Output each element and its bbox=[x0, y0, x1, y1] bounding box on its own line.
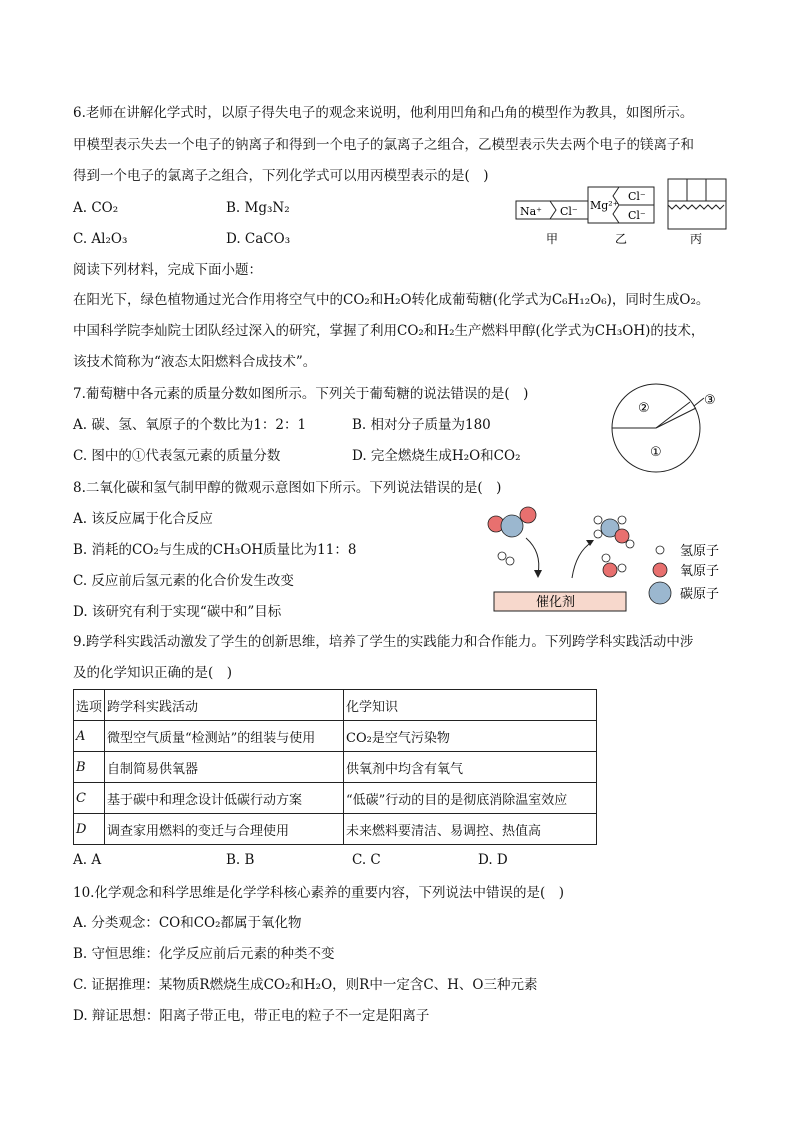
pie-divider-3 bbox=[656, 402, 690, 428]
pie-label-1: ① bbox=[650, 445, 662, 460]
h-atom bbox=[626, 540, 634, 548]
table-cell: 微型空气质量“检测站”的组装与使用 bbox=[105, 721, 344, 752]
o-atom bbox=[520, 507, 536, 523]
q6-option-c: C. Al₂O₃ bbox=[73, 231, 128, 247]
catalyst-label: 催化剂 bbox=[536, 595, 576, 610]
q6-option-a: A. CO₂ bbox=[73, 200, 119, 216]
h-atom bbox=[498, 552, 506, 560]
legend-h-swatch bbox=[656, 546, 664, 554]
cl-ion-label-2: Cl⁻ bbox=[628, 209, 646, 222]
table-row bbox=[74, 721, 597, 752]
h-atom bbox=[506, 557, 514, 565]
ion-model-figure bbox=[512, 177, 734, 249]
na-ion-label: Na⁺ bbox=[520, 205, 542, 218]
q9-option-c: C. C bbox=[352, 852, 381, 868]
q7-option-c: C. 图中的①代表氢元素的质量分数 bbox=[73, 448, 281, 464]
q9-stem-line1: 9.跨学科实践活动激发了学生的创新思维，培养了学生的实践能力和合作能力。下列跨学科实践活动中涉 bbox=[73, 634, 694, 650]
q7-option-b: B. 相对分子质量为180 bbox=[352, 417, 491, 433]
table-cell: CO₂是空气污染物 bbox=[344, 721, 597, 752]
reaction-micro-figure bbox=[486, 506, 734, 614]
q6-option-b: B. Mg₃N₂ bbox=[226, 200, 290, 216]
table-cell: 自制简易供氧器 bbox=[105, 752, 344, 783]
q9-table bbox=[73, 689, 597, 845]
table-cell: B bbox=[74, 752, 105, 783]
legend-c-swatch bbox=[649, 582, 671, 604]
table-cell: A bbox=[74, 721, 105, 752]
q7-option-a: A. 碳、氢、氧原子的个数比为1：2：1 bbox=[73, 417, 307, 433]
label-jia: 甲 bbox=[546, 232, 559, 246]
mg-ion-label: Mg²⁺ bbox=[590, 199, 619, 212]
material-paragraph-2: 中国科学院李灿院士团队经过深入的研究，掌握了利用CO₂和H₂生产燃料甲醇(化学式为CH₃OH)的技术， bbox=[73, 323, 705, 339]
q10-option-b: B. 守恒思维：化学反应前后元素的种类不变 bbox=[73, 946, 335, 962]
q10-option-c: C. 证据推理：某物质R燃烧生成CO₂和H₂O，则R中一定含C、H、O三种元素 bbox=[73, 977, 538, 993]
q8-option-a: A. 该反应属于化合反应 bbox=[73, 511, 213, 527]
q10-option-d: D. 辩证思想：阳离子带正电，带正电的粒子不一定是阳离子 bbox=[73, 1008, 430, 1024]
legend-o-swatch bbox=[653, 563, 667, 577]
q6-stem-line1: 6.老师在讲解化学式时，以原子得失电子的观念来说明，他利用凹角和凸角的模型作为教具，如图所示。 bbox=[73, 105, 694, 121]
cl-ion-label-1: Cl⁻ bbox=[628, 190, 646, 203]
model-jia bbox=[516, 201, 588, 246]
q7-option-d: D. 完全燃烧生成H₂O和CO₂ bbox=[352, 448, 521, 464]
q9-option-b: B. B bbox=[226, 852, 255, 868]
model-yi bbox=[588, 187, 654, 246]
q8-option-d: D. 该研究有利于实现“碳中和”目标 bbox=[73, 604, 282, 620]
material-paragraph-3: 该技术简称为“液态太阳燃料合成技术”。 bbox=[73, 354, 317, 370]
mass-fraction-pie bbox=[600, 380, 730, 480]
q8-option-b: B. 消耗的CO₂与生成的CH₃OH质量比为11：8 bbox=[73, 542, 357, 558]
h-atom bbox=[594, 530, 602, 538]
table-header-cell: 跨学科实践活动 bbox=[105, 690, 344, 721]
q9-option-a: A. A bbox=[73, 852, 102, 868]
h-atom bbox=[618, 516, 626, 524]
q10-stem: 10.化学观念和科学思维是化学学科核心素养的重要内容，下列说法中错误的是( ) bbox=[73, 885, 565, 901]
material-intro: 阅读下列材料，完成下面小题： bbox=[73, 262, 262, 278]
q6-stem-line3: 得到一个电子的氯离子之组合，下列化学式可以用丙模型表示的是( ) bbox=[73, 168, 489, 184]
q8-stem: 8.二氧化碳和氢气制甲醇的微观示意图如下所示。下列说法错误的是( ) bbox=[73, 480, 502, 496]
label-yi: 乙 bbox=[615, 232, 628, 246]
legend-h-label: 氢原子 bbox=[680, 544, 720, 559]
q9-option-d: D. D bbox=[478, 852, 508, 868]
q6-stem-line2: 甲模型表示失去一个电子的钠离子和得到一个电子的氯离子之组合，乙模型表示失去两个电子的镁离子和 bbox=[73, 137, 694, 153]
cl-ion-label: Cl⁻ bbox=[560, 205, 578, 218]
table-cell: 基于碳中和理念设计低碳行动方案 bbox=[105, 783, 344, 814]
h-atom bbox=[594, 516, 602, 524]
table-cell: C bbox=[74, 783, 105, 814]
pie-label-3: ③ bbox=[704, 393, 716, 408]
c-atom bbox=[501, 515, 523, 537]
table-row bbox=[74, 783, 597, 814]
table-row bbox=[74, 752, 597, 783]
table-row bbox=[74, 814, 597, 845]
table-cell: 供氧剂中均含有氧气 bbox=[344, 752, 597, 783]
table-header-cell: 化学知识 bbox=[344, 690, 597, 721]
legend-c-label: 碳原子 bbox=[680, 587, 720, 602]
h-atom bbox=[618, 564, 626, 572]
table-cell: “低碳”行动的目的是彻底消除温室效应 bbox=[344, 783, 597, 814]
q9-stem-line2: 及的化学知识正确的是( ) bbox=[73, 665, 233, 681]
legend-o-label: 氧原子 bbox=[680, 564, 720, 579]
q7-stem: 7.葡萄糖中各元素的质量分数如图所示。下列关于葡萄糖的说法错误的是( ) bbox=[73, 386, 529, 402]
h-atom bbox=[602, 554, 610, 562]
q10-option-a: A. 分类观念：CO和CO₂都属于氧化物 bbox=[73, 915, 302, 931]
table-cell: 调查家用燃料的变迁与合理使用 bbox=[105, 814, 344, 845]
label-bing: 丙 bbox=[690, 232, 703, 246]
pie-divider-2 bbox=[656, 408, 696, 428]
model-bing bbox=[668, 179, 726, 246]
material-paragraph-1: 在阳光下，绿色植物通过光合作用将空气中的CO₂和H₂O转化成葡萄糖(化学式为C₆H₁₂O₆)，同时生成O₂。 bbox=[73, 292, 710, 308]
table-cell: 未来燃料要清洁、易调控、热值高 bbox=[344, 814, 597, 845]
o-atom bbox=[603, 563, 617, 577]
q6-option-d: D. CaCO₃ bbox=[226, 231, 291, 247]
table-header-row bbox=[74, 690, 597, 721]
pie-label-2: ② bbox=[638, 401, 650, 416]
q8-option-c: C. 反应前后氢元素的化合价发生改变 bbox=[73, 573, 294, 589]
table-header-cell: 选项 bbox=[74, 690, 105, 721]
table-cell: D bbox=[74, 814, 105, 845]
